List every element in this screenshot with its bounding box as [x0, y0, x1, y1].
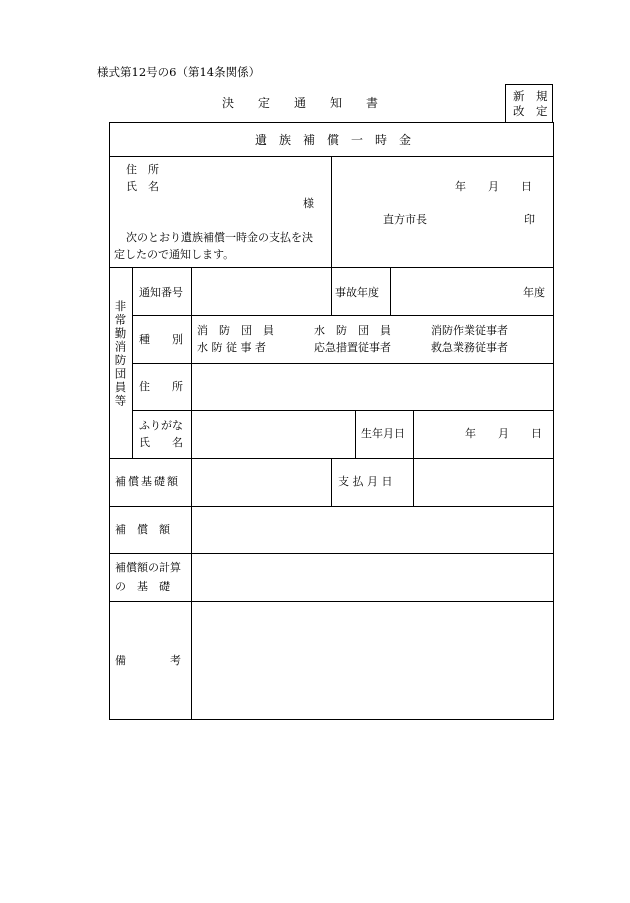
type-option: 応急措置従事者	[314, 341, 391, 354]
member-name-label: 氏 名	[139, 436, 183, 449]
accident-year-label: 事故年度	[335, 286, 379, 299]
payment-date-label: 支 払 月 日	[338, 475, 393, 488]
issuer-mayor: 直方市長	[383, 213, 427, 226]
member-address-label: 住 所	[139, 380, 183, 393]
issue-date: 年 月 日	[455, 180, 532, 193]
revision-box	[505, 84, 553, 122]
furigana-label: ふりがな	[139, 419, 183, 432]
form-number: 様式第12号の6（第14条関係）	[97, 65, 261, 79]
type-option: 水 防 従 事 者	[197, 341, 266, 354]
notice-text-line2: 定したので通知します。	[114, 248, 235, 261]
base-amount-label: 補償基礎額	[115, 475, 180, 488]
recipient-honorific: 様	[303, 197, 314, 210]
birthdate-value: 年 月 日	[465, 427, 542, 440]
compensation-label: 補 償 額	[115, 523, 170, 536]
type-option: 消防作業従事者	[431, 324, 508, 337]
member-section-label: 非常勤消防団員等	[113, 300, 128, 408]
notice-number-label: 通知番号	[139, 286, 183, 299]
revision-new-label: 新 規	[513, 89, 548, 103]
type-label: 種 別	[139, 333, 183, 346]
type-option: 水 防 団 員	[314, 324, 391, 337]
accident-year-suffix: 年度	[523, 286, 545, 299]
calc-basis-label-line2: の 基 礎	[115, 580, 170, 593]
recipient-address-label: 住 所	[126, 163, 159, 176]
recipient-name-label: 氏 名	[126, 180, 159, 193]
seal-mark: 印	[524, 213, 535, 226]
notice-text-line1: 次のとおり遺族補償一時金の支払を決	[126, 231, 313, 244]
section-title: 遺 族 補 償 一 時 金	[255, 133, 412, 147]
remarks-label: 備 考	[115, 654, 181, 667]
revision-amend-label: 改 定	[513, 104, 548, 118]
calc-basis-label-line1: 補償額の計算	[115, 561, 181, 574]
birthdate-label: 生年月日	[361, 427, 405, 440]
type-option: 消 防 団 員	[197, 324, 274, 337]
type-option: 救急業務従事者	[431, 341, 508, 354]
document-title: 決 定 通 知 書	[222, 96, 379, 110]
